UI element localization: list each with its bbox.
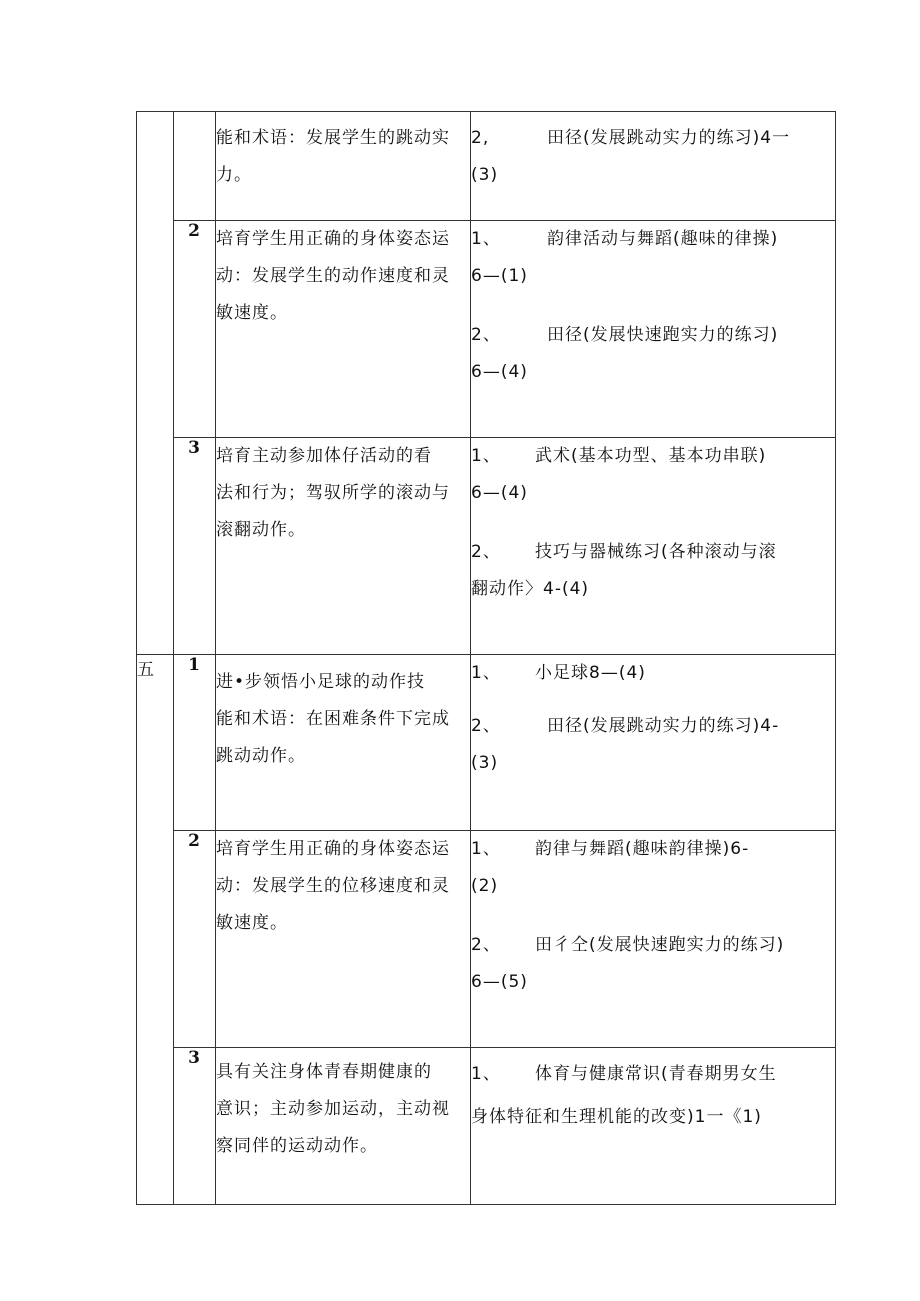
objective-cell	[216, 221, 471, 438]
table-row	[137, 655, 836, 831]
content-item	[471, 655, 835, 692]
content-index: 2、	[471, 325, 501, 345]
spacer	[471, 905, 835, 927]
objective-line: 力。	[216, 165, 252, 185]
spacer	[471, 692, 835, 708]
lesson-number-cell: 3	[174, 1048, 216, 1205]
content-item	[471, 1056, 835, 1093]
objective-line: 敏速度。	[216, 913, 288, 933]
content-text: 田径(发展快速跑实力的练习)	[547, 325, 779, 345]
content-index: 1、	[471, 446, 501, 466]
content-cell	[471, 655, 836, 831]
objective-cell	[216, 831, 471, 1048]
content-item	[471, 831, 835, 868]
objective-line: 具有关注身体青春期健康的	[216, 1062, 432, 1082]
content-text: 身体特征和生理机能的改变)1一《1)	[471, 1107, 762, 1127]
lesson-plan-table	[136, 111, 836, 1205]
content-index: 1、	[471, 663, 501, 683]
objective-line: 动：发展学生的位移速度和灵	[216, 876, 450, 896]
content-text: 技巧与器械练习(各种滚动与滚	[535, 542, 777, 562]
table-row	[137, 221, 836, 438]
objective-line: 进•步领悟小足球的动作技	[216, 672, 426, 692]
content-item	[471, 120, 835, 157]
objective-line: 培育学生用正确的身体姿态运	[216, 229, 450, 249]
objective-cell	[216, 655, 471, 831]
content-text: 武术(基本功型、基本功串联)	[535, 446, 767, 466]
content-text: 小足球8—(4)	[535, 663, 646, 683]
lesson-number-cell: 3	[174, 438, 216, 655]
content-cell	[471, 438, 836, 655]
content-text: 6—(1)	[471, 266, 528, 286]
objective-line: 动：发展学生的动作速度和灵	[216, 266, 450, 286]
content-text: 韵律活动与舞蹈(趣味的律操)	[547, 229, 779, 249]
objective-line: 培育学生用正确的身体姿态运	[216, 839, 450, 859]
table-row	[137, 1048, 836, 1205]
objective-line: 意识；主动参加运动，主动视	[216, 1099, 450, 1119]
objective-cell	[216, 438, 471, 655]
content-item	[471, 317, 835, 354]
objective-line: 能和术语：发展学生的跳动实	[216, 128, 450, 148]
content-index: 2、	[471, 935, 501, 955]
content-text: 6—(5)	[471, 972, 528, 992]
content-index: 2,	[471, 128, 490, 148]
content-text: 田径(发展跳动实力的练习)4-	[547, 716, 780, 736]
content-index: 1、	[471, 229, 501, 249]
content-item	[471, 927, 835, 964]
objective-line: 察同伴的运动动作。	[216, 1136, 378, 1156]
content-text: (3)	[471, 165, 499, 185]
content-text: 6—(4)	[471, 483, 528, 503]
content-index: 2、	[471, 542, 501, 562]
table-row	[137, 112, 836, 221]
content-text: 田彳仝(发展快速跑实力的练习)	[535, 935, 785, 955]
content-cell	[471, 1048, 836, 1205]
objective-line: 敏速度。	[216, 303, 288, 323]
content-text: (2)	[471, 876, 499, 896]
lesson-number-cell: 1	[174, 655, 216, 831]
table-row	[137, 438, 836, 655]
content-text: 田径(发展跳动实力的练习)4一	[547, 128, 791, 148]
spacer	[471, 512, 835, 534]
objective-line: 能和术语：在困难条件下完成	[216, 709, 450, 729]
table-row	[137, 831, 836, 1048]
objective-line: 滚翻动作。	[216, 520, 306, 540]
objective-cell	[216, 1048, 471, 1205]
content-text: (3)	[471, 753, 499, 773]
spacer	[471, 295, 835, 317]
grade-cell: 五	[137, 655, 174, 1205]
lesson-number-cell	[174, 112, 216, 221]
content-cell	[471, 221, 836, 438]
content-index: 2、	[471, 716, 501, 736]
content-text: 体育与健康常识(青春期男女生	[535, 1064, 777, 1084]
content-text: 韵律与舞蹈(趣味韵律操)6-	[535, 839, 750, 859]
content-text: 翻动作〉4-(4)	[471, 579, 590, 599]
content-index: 1、	[471, 839, 501, 859]
content-cell	[471, 831, 836, 1048]
lesson-number-cell: 2	[174, 831, 216, 1048]
content-item	[471, 221, 835, 258]
content-item	[471, 534, 835, 571]
grade-cell	[137, 112, 174, 655]
objective-line: 跳动动作。	[216, 746, 306, 766]
content-cell	[471, 112, 836, 221]
content-index: 1、	[471, 1064, 501, 1084]
objective-cell	[216, 112, 471, 221]
content-item	[471, 708, 835, 745]
content-text: 6—(4)	[471, 362, 528, 382]
objective-line: 法和行为；驾驭所学的滚动与	[216, 483, 450, 503]
objective-line: 培育主动参加体仔活动的看	[216, 446, 432, 466]
lesson-number-cell: 2	[174, 221, 216, 438]
content-item	[471, 438, 835, 475]
